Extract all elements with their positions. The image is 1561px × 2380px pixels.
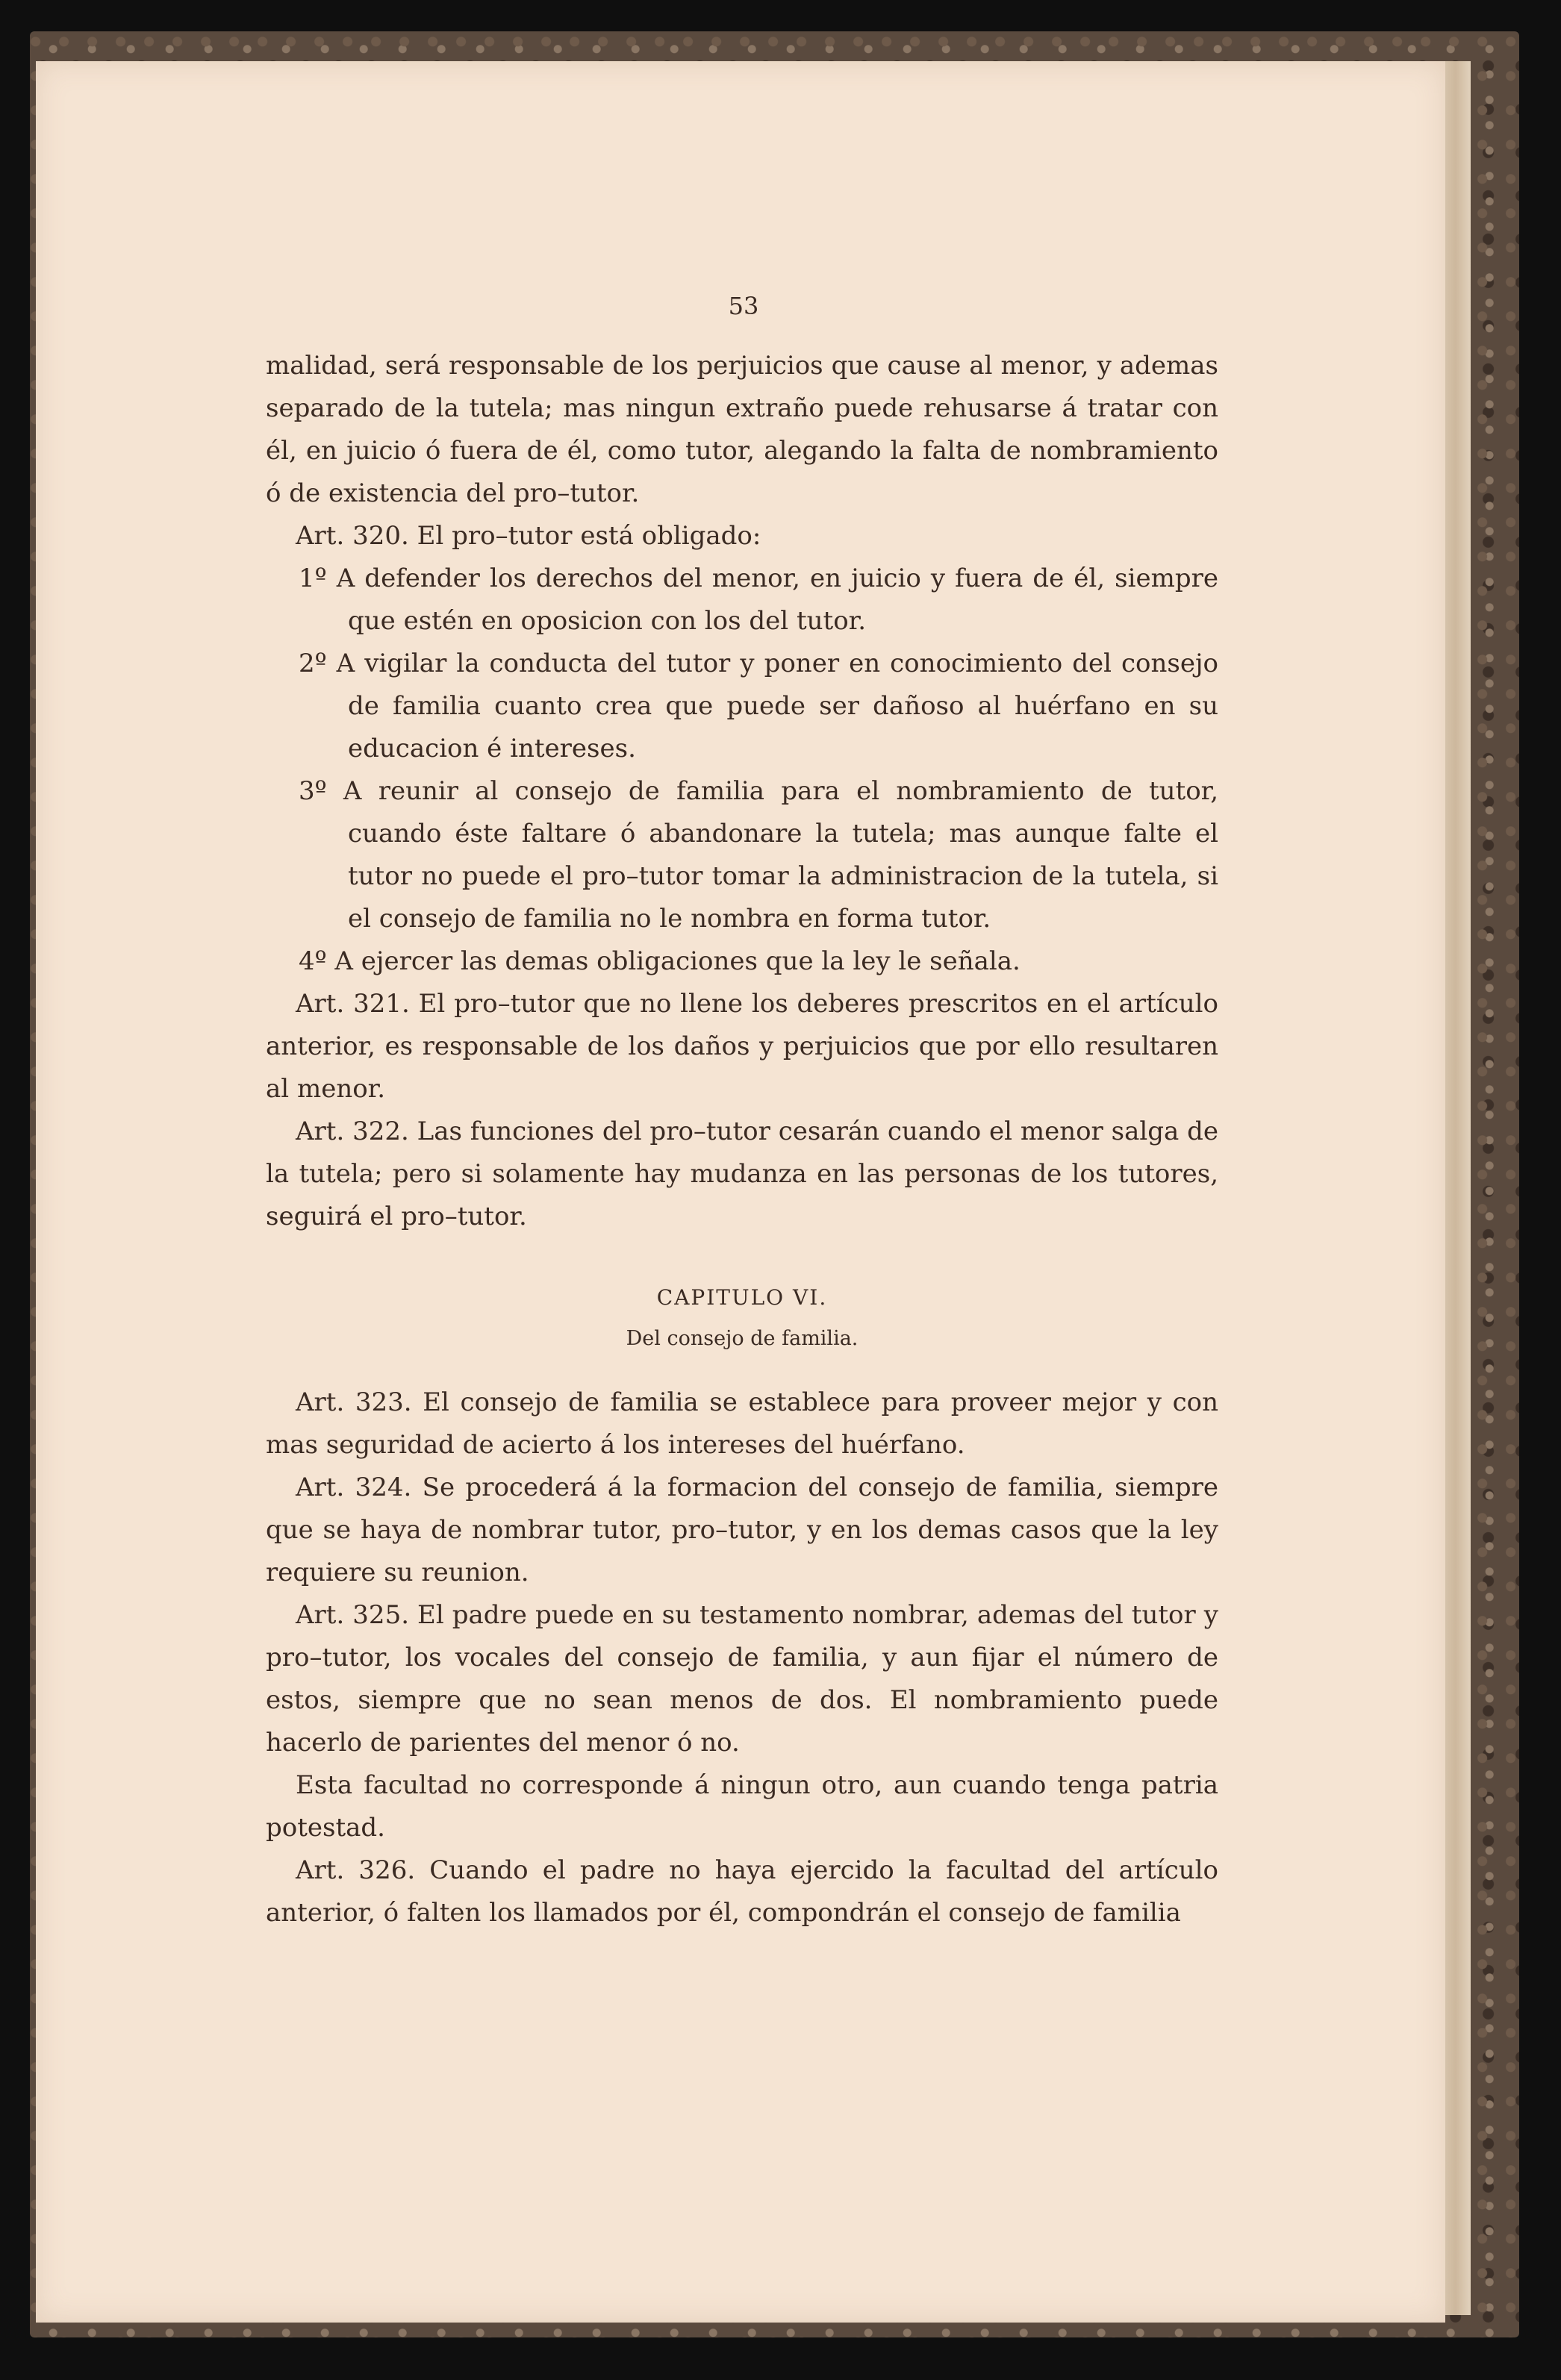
paragraph-facultad: Esta facultad no corresponde á ningun otro, aun cuando tenga patria potestad.: [266, 1770, 1218, 1843]
article-320: Art. 320. El pro–tutor está obligado:: [296, 521, 761, 551]
page-number: 53: [728, 292, 759, 320]
article-325: Art. 325. El padre puede en su testamento nombrar, ademas del tutor y pro–tutor, los vocales del consejo de familia, y aun fijar el número de estos, siempre que no sean menos de dos. El nombramiento puede hacerlo de parientes del menor ó no.: [266, 1600, 1218, 1758]
article-326: Art. 326. Cuando el padre no haya ejercido la facultad del artículo anterior, ó falten los llamados por él, compondrán el consejo de familia: [266, 1855, 1218, 1928]
list-item-2: 2º A vigilar la conducta del tutor y poner en conocimiento del consejo de familia cuanto crea que puede ser dañoso al huérfano en su educacion é intereses.: [299, 649, 1218, 763]
chapter-heading: CAPITULO VI.: [656, 1285, 828, 1310]
article-323: Art. 323. El consejo de familia se establece para proveer mejor y con mas seguridad de acierto á los intereses del huérfano.: [266, 1387, 1218, 1460]
paragraph-continuation: malidad, será responsable de los perjuicios que cause al menor, y ademas separado de la tutela; mas ningun extraño puede rehusarse á tratar con él, en juicio ó fuera de él, como tutor, alegando la falta de nombramiento ó de existencia del pro–tutor.: [266, 351, 1218, 508]
page-body: [266, 345, 1218, 1934]
page-sheet: [36, 61, 1445, 2323]
article-322: Art. 322. Las funciones del pro–tutor cesarán cuando el menor salga de la tutela; pero si solamente hay mudanza en las personas de los tutores, seguirá el pro–tutor.: [266, 1116, 1218, 1231]
chapter-subtitle: Del consejo de familia.: [626, 1327, 859, 1350]
list-item-4: 4º A ejercer las demas obligaciones que la ley le señala.: [299, 946, 1021, 976]
list-item-1: 1º A defender los derechos del menor, en juicio y fuera de él, siempre que estén en oposicion con los del tutor.: [299, 563, 1218, 636]
article-324: Art. 324. Se procederá á la formacion del consejo de familia, siempre que se haya de nombrar tutor, pro–tutor, y en los demas casos que la ley requiere su reunion.: [266, 1472, 1218, 1587]
page-edges: [1441, 61, 1471, 2315]
list-item-3: 3º A reunir al consejo de familia para el nombramiento de tutor, cuando éste faltare ó abandonare la tutela; mas aunque falte el tutor no puede el pro–tutor tomar la administracion de la tutela, si el consejo de familia no le nombra en forma tutor.: [299, 776, 1218, 934]
article-321: Art. 321. El pro–tutor que no llene los deberes prescritos en el artículo anterior, es responsable de los daños y perjuicios que por ello resultaren al menor.: [266, 989, 1218, 1104]
